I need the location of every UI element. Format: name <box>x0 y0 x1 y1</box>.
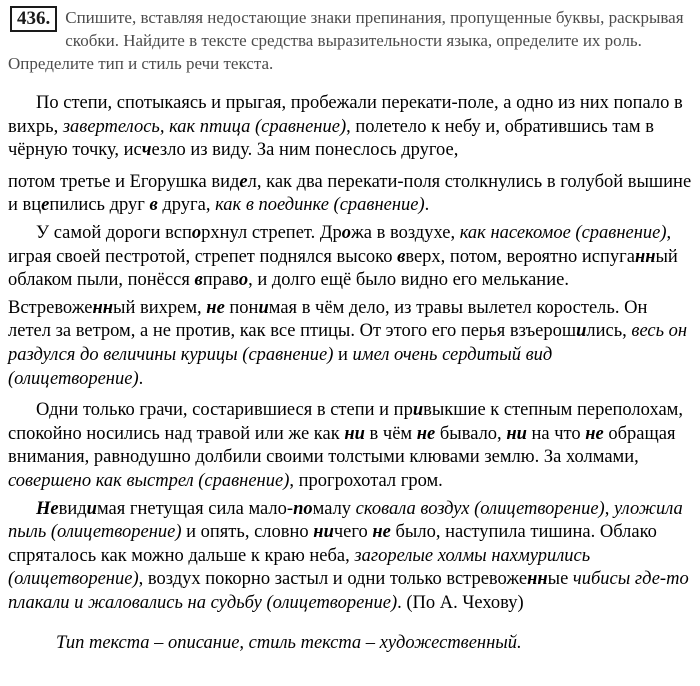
expressive-phrase-run: уложила пыль (олицетворение) <box>8 498 683 543</box>
inserted-letter-run: о <box>341 222 351 243</box>
text-run: малу <box>312 498 356 519</box>
text-run: друга, <box>157 195 216 216</box>
text-run: пились друг <box>49 195 150 216</box>
text-run: , играя своей пестротой, стрепет поднялся высоко <box>8 222 672 267</box>
text-run: . <box>424 195 430 216</box>
inserted-letter-run: и <box>258 297 269 318</box>
expressive-phrase-run: совершено как выстрел (сравнение) <box>8 470 290 491</box>
text-run: верх, потом, вероятно испуга <box>405 246 635 267</box>
text-run: ый вихрем, <box>113 297 207 318</box>
inserted-letter-run: по <box>293 498 313 519</box>
text-run: и опять, словно <box>181 522 314 543</box>
expressive-phrase-run: весь он раздулся до величины курицы (сравнение) <box>8 321 688 365</box>
inserted-letter-run: и <box>86 498 97 519</box>
text-run: мая в чём дело, из травы вылетел коростель. Он летел за ветром, а не против, как все птицы. От этого его перья взъерош <box>8 297 648 342</box>
text-run: , <box>604 498 614 519</box>
inserted-letter-run: не <box>585 423 604 444</box>
text-run: , и долго ещё было видно его мелькание. <box>248 270 569 291</box>
inserted-letter-run: в <box>397 246 406 267</box>
text-run: Встревоже <box>8 297 93 318</box>
exercise-instructions: Спишите, вставляя недостающие знаки препинания, пропущенные буквы, раскрывая скобки. Найдите в тексте средства выразительности языка, определите их роль. Определите тип и стиль речи текста. <box>8 8 684 73</box>
paragraph <box>8 171 692 218</box>
expressive-phrase-run: загорелые холмы нахмурились (олицетворение) <box>8 545 591 590</box>
text-run: бывало, <box>435 423 507 444</box>
text-run: жа в воздухе, <box>350 222 460 243</box>
inserted-letter-run: не <box>416 423 436 444</box>
paragraph <box>8 222 692 293</box>
text-run: езло из виду. За ним понеслось другое, <box>151 140 459 161</box>
text-run: лись, <box>586 321 632 342</box>
inserted-letter-run: нн <box>92 297 114 318</box>
text-run: в чём <box>364 423 417 444</box>
text-run: было, наступила тишина. Облако спряталось как можно дальше к краю неба, <box>8 522 657 566</box>
text-run: . <box>138 368 144 389</box>
text-run: У самой дороги всп <box>36 222 192 243</box>
inserted-letter-run: не <box>206 297 225 318</box>
text-run: , полетело к небу и, обратившись там в чёрную точку, ис <box>8 116 654 161</box>
inserted-letter-run: и <box>576 321 587 342</box>
inserted-letter-run: Не <box>36 498 59 519</box>
text-run: мая гнетущая сила мало- <box>96 498 294 519</box>
text-run: на что <box>526 423 586 444</box>
text-run: прав <box>202 270 239 291</box>
text-run: вид <box>58 498 87 519</box>
expressive-phrase-run: как в поединке (сравнение) <box>215 195 425 216</box>
inserted-letter-run: и <box>412 400 424 421</box>
text-run: ые <box>547 569 573 590</box>
paragraph <box>8 92 692 163</box>
paragraph <box>8 297 692 391</box>
exercise-header <box>8 6 692 75</box>
inserted-letter-run: ни <box>344 423 365 444</box>
text-run: , воздух покорно застыл и одни только встревоже <box>138 569 528 590</box>
inserted-letter-run: ни <box>313 522 334 543</box>
inserted-letter-run: о <box>191 222 202 243</box>
inserted-letter-run: е <box>239 171 248 192</box>
inserted-letter-run: в <box>194 270 203 291</box>
expressive-phrase-run: завертелось, как птица (сравнение) <box>62 116 347 137</box>
exercise-text <box>8 92 692 615</box>
expressive-phrase-run: сковала воздух (олицетворение) <box>355 498 605 519</box>
text-run: По степи, спотыкаясь и прыгая, пробежали перекати-поле, а одно из них попало в вихрь, <box>8 93 683 137</box>
inserted-letter-run: не <box>372 522 391 543</box>
paragraph <box>8 498 692 616</box>
text-run: обращая внимания, равнодушно долбили своими толстыми клювами землю. За холмами, <box>8 423 676 468</box>
text-run: и <box>333 344 353 365</box>
inserted-letter-run: ч <box>141 140 152 161</box>
inserted-letter-run: в <box>149 195 158 216</box>
text-run: . (По А. Чехову) <box>397 592 524 613</box>
answer-type-line: Тип текста – описание, стиль текста – художественный. <box>56 633 522 654</box>
exercise-number: 436. <box>10 6 57 32</box>
text-run: чего <box>333 522 373 543</box>
expressive-phrase-run: как насекомое (сравнение) <box>459 222 667 243</box>
text-run: л, как два перекати-поля столкнулись в голубой вышине и вц <box>8 171 692 216</box>
inserted-letter-run: ни <box>506 423 527 444</box>
expressive-phrase-run: имел очень сердитый вид (олицетворение) <box>8 344 553 389</box>
text-run: ый облаком пыли, понёсся <box>8 246 678 291</box>
inserted-letter-run: е <box>41 195 50 216</box>
text-run: Одни только грачи, состарившиеся в степи и пр <box>36 400 413 421</box>
inserted-letter-run: о <box>238 270 249 291</box>
inserted-letter-run: нн <box>634 246 656 267</box>
text-run: выкшие к степным переполохам, спокойно носились над травой или же как <box>8 400 684 444</box>
text-run: рхнул стрепет. Др <box>201 222 342 243</box>
expressive-phrase-run: чибисы где-то плакали и жаловались на судьбу (олицетворение) <box>8 569 689 613</box>
text-run: пон <box>224 297 259 318</box>
text-run: потом третье и Егорушка вид <box>8 171 240 192</box>
paragraph <box>8 399 692 493</box>
text-run: , прогрохотал гром. <box>289 470 443 491</box>
inserted-letter-run: нн <box>527 569 548 590</box>
